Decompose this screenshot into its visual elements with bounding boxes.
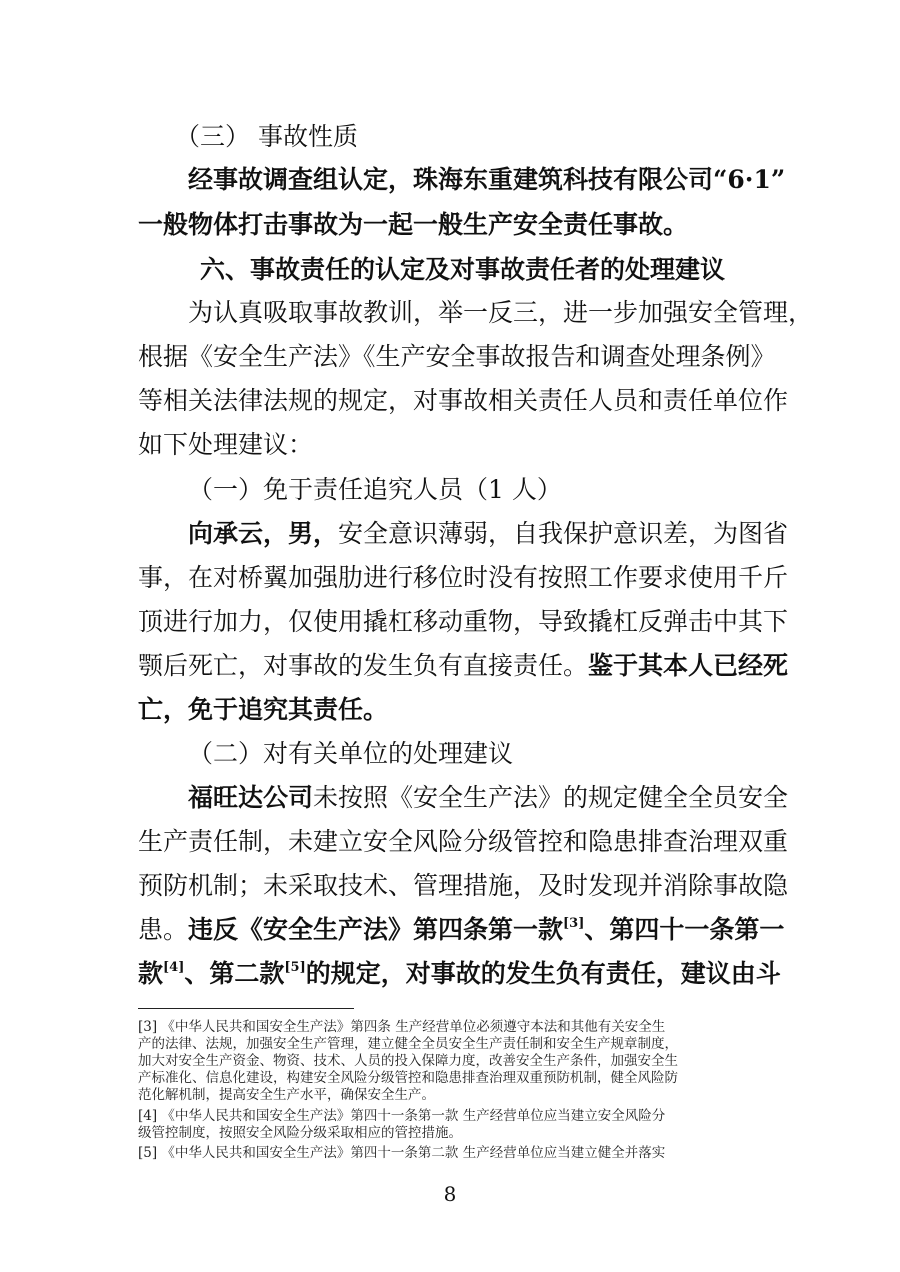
sub-2-heading: （二）对有关单位的处理建议 [188,739,514,768]
sub-2-line-3: 预防机制；未采取技术、管理措施，及时发现并消除事故隐 [138,871,789,900]
sub-2-line-1 [188,778,789,818]
footnote-ref-4[interactable]: [4] [163,960,185,975]
sub-2-line-4-b: 违反《安全生产法》第四条第一款 [188,915,564,944]
footnote-line: 级管控制度，按照安全风险分级采取相应的管控措施。 [138,1125,462,1141]
sub-2-line-1-text: 未按照《安全生产法》的规定健全全员安全 [313,783,789,812]
person-name: 向承云，男， [188,519,339,548]
sub-2-line-5-a: 款 [138,959,164,988]
section-6-para-line-3: 等相关法律法规的规定，对事故相关责任人员和责任单位作 [138,386,789,415]
section-6-para-line-4: 如下处理建议： [138,430,314,459]
section-3-line-2: 一般物体打击事故为一起一般生产安全责任事故。 [138,210,689,239]
sub-1-line-1 [188,514,789,554]
section-3-heading: （三） 事故性质 [175,122,358,151]
sub-2-line-5-c: 的规定，对事故的发生负有责任，建议由斗 [305,959,781,988]
section-3-line-1: 经事故调查组认定，珠海东重建筑科技有限公司“6·1” [188,165,786,194]
sub-1-line-4-bold: 鉴于其本人已经死 [588,651,789,680]
footnote-line: 范化解机制，提高安全生产水平，确保安全生产。 [138,1087,435,1103]
section-6-para-line-1: 为认真吸取事故教训，举一反三，进一步加强安全管理， [188,298,814,327]
sub-2-line-5 [138,954,781,994]
footnote-line: [5] 《中华人民共和国安全生产法》第四十一条第二款 生产经营单位应当建立健全并落实 [138,1145,666,1161]
section-6-heading: 六、事故责任的认定及对事故责任者的处理建议 [200,255,726,284]
footnote-ref-3[interactable]: [3] [563,916,585,931]
sub-1-line-3: 顶进行加力，仅使用撬杠移动重物，导致撬杠反弹击中其下 [138,607,789,636]
sub-2-line-4-c: 、第四十一条第一 [584,915,785,944]
footnote-separator [138,1008,354,1009]
sub-1-line-4 [138,646,789,686]
footnote-line: [4] 《中华人民共和国安全生产法》第四十一条第一款 生产经营单位应当建立安全风险分 [138,1108,666,1124]
footnote-line: 加大对安全生产资金、物资、技术、人员的投入保障力度，改善安全生产条件，加强安全生 [138,1053,678,1069]
sub-1-line-5: 亡，免于追究其责任。 [138,695,389,724]
sub-2-line-4 [138,910,785,950]
footnote-line: 产的法律、法规，加强安全生产管理，建立健全全员安全生产责任制和安全生产规章制度， [138,1036,678,1052]
footnote-ref-5[interactable]: [5] [284,960,306,975]
sub-1-line-4-text: 颚后死亡，对事故的发生负有直接责任。 [138,651,589,680]
sub-2-line-4-a: 患。 [138,915,189,944]
sub-1-line-2: 事，在对桥翼加强肋进行移位时没有按照工作要求使用千斤 [138,563,789,592]
footnote-line: [3] 《中华人民共和国安全生产法》第四条 生产经营单位必须遵守本法和其他有关安全生 [138,1019,666,1035]
sub-2-line-2: 生产责任制，未建立安全风险分级管控和隐患排查治理双重 [138,827,789,856]
sub-1-heading: （一）免于责任追究人员（1 人） [188,475,562,504]
page-number: 8 [443,1182,457,1206]
sub-2-line-5-b: 、第二款 [184,959,285,988]
company-name: 福旺达公司 [188,783,314,812]
footnote-line: 产标准化、信息化建设，构建安全风险分级管控和隐患排查治理双重预防机制，健全风险防 [138,1070,678,1086]
section-6-para-line-2: 根据《安全生产法》《生产安全事故报告和调查处理条例》 [138,342,776,371]
sub-1-line-1-text: 安全意识薄弱，自我保护意识差，为图省 [338,519,789,548]
